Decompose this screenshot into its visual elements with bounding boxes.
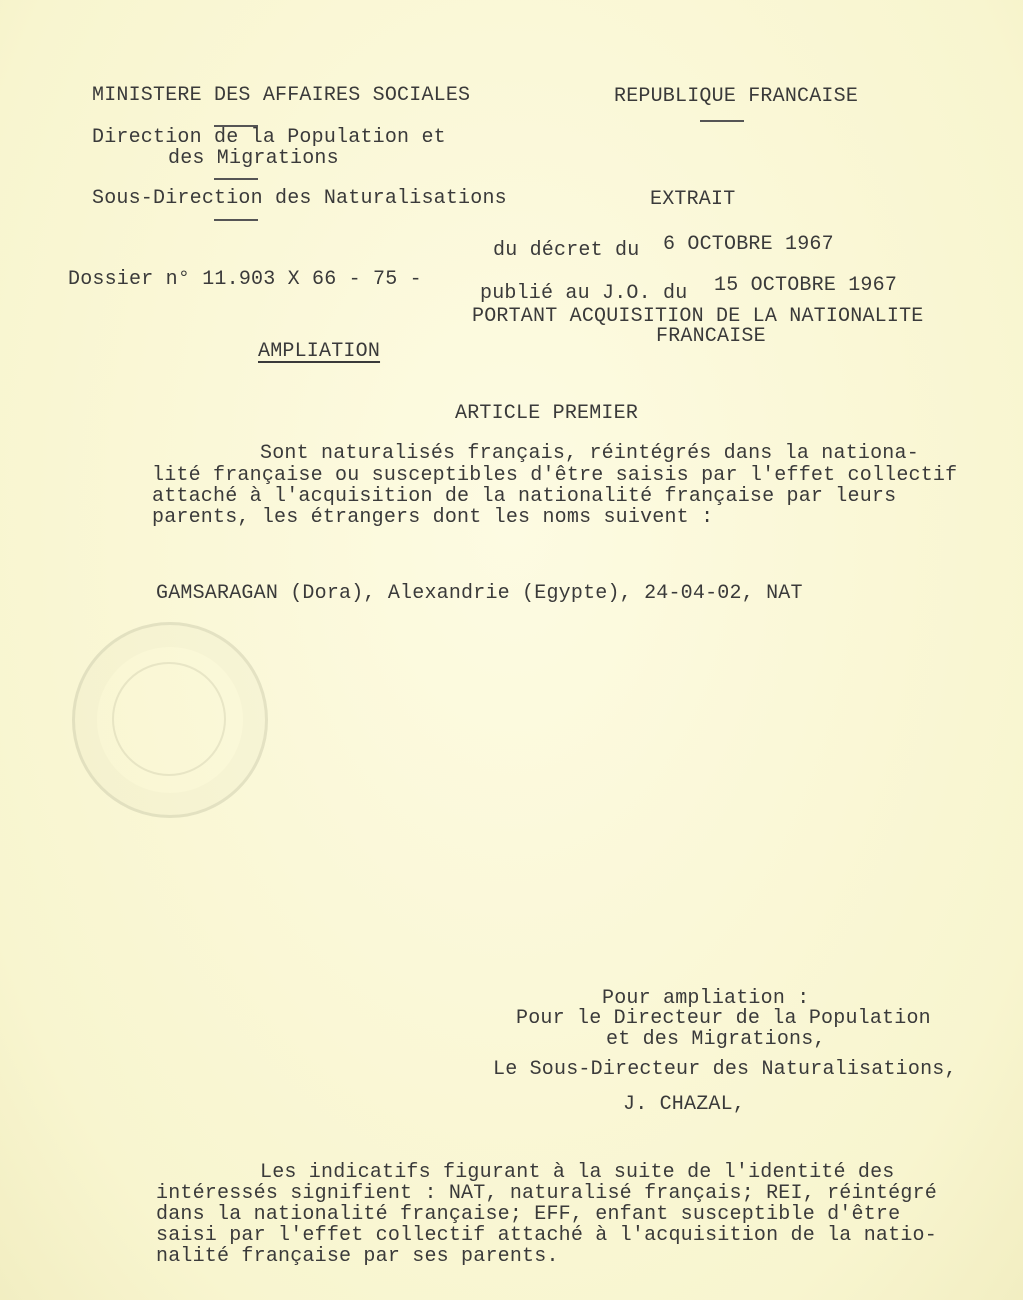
article-line: lité française ou susceptibles d'être saisis par l'effet collectif xyxy=(152,464,958,487)
article-line: parents, les étrangers dont les noms suivent : xyxy=(152,506,714,529)
signature-line: Pour ampliation : xyxy=(602,987,810,1010)
signature-line: Le Sous-Directeur des Naturalisations, xyxy=(493,1058,957,1081)
subject-line-2: FRANCAISE xyxy=(656,325,766,348)
subject-line-1: PORTANT ACQUISITION DE LA NATIONALITE xyxy=(472,305,924,328)
article-line: Sont naturalisés français, réintégrés dans la nationa- xyxy=(260,442,919,465)
footnote-line: intéressés signifient : NAT, naturalisé français; REI, réintégré xyxy=(156,1182,937,1205)
direction-line-1: Direction de la Population et xyxy=(92,126,446,149)
decree-date: 6 OCTOBRE 1967 xyxy=(663,233,834,256)
jo-label: publié au J.O. du xyxy=(480,282,688,305)
article-line: attaché à l'acquisition de la nationalité française par leurs xyxy=(152,485,897,508)
sous-direction: Sous-Direction des Naturalisations xyxy=(92,187,507,210)
divider xyxy=(700,120,744,122)
footnote-line: nalité française par ses parents. xyxy=(156,1245,559,1268)
footnote-line: Les indicatifs figurant à la suite de l'identité des xyxy=(260,1161,895,1184)
naturalized-entry: GAMSARAGAN (Dora), Alexandrie (Egypte), 24-04-02, NAT xyxy=(156,582,803,605)
article-title: ARTICLE PREMIER xyxy=(455,402,639,425)
dossier-number: Dossier n° 11.903 X 66 - 75 - xyxy=(68,268,422,291)
footnote-line: saisi par l'effet collectif attaché à l'acquisition de la natio- xyxy=(156,1224,937,1247)
signature-line: et des Migrations, xyxy=(606,1028,826,1051)
direction-line-2: des Migrations xyxy=(168,147,339,170)
signatory-name: J. CHAZAL, xyxy=(623,1093,746,1116)
ministry-name: MINISTERE DES AFFAIRES SOCIALES xyxy=(92,84,471,107)
divider xyxy=(214,178,258,180)
jo-date: 15 OCTOBRE 1967 xyxy=(714,274,898,297)
divider xyxy=(214,219,258,221)
signature-line: Pour le Directeur de la Population xyxy=(516,1007,931,1030)
ampliation-title: AMPLIATION xyxy=(258,340,381,363)
extrait-title: EXTRAIT xyxy=(650,188,736,211)
footnote-line: dans la nationalité française; EFF, enfant susceptible d'être xyxy=(156,1203,901,1226)
decree-label: du décret du xyxy=(493,239,640,262)
republic-name: REPUBLIQUE FRANCAISE xyxy=(614,85,859,108)
